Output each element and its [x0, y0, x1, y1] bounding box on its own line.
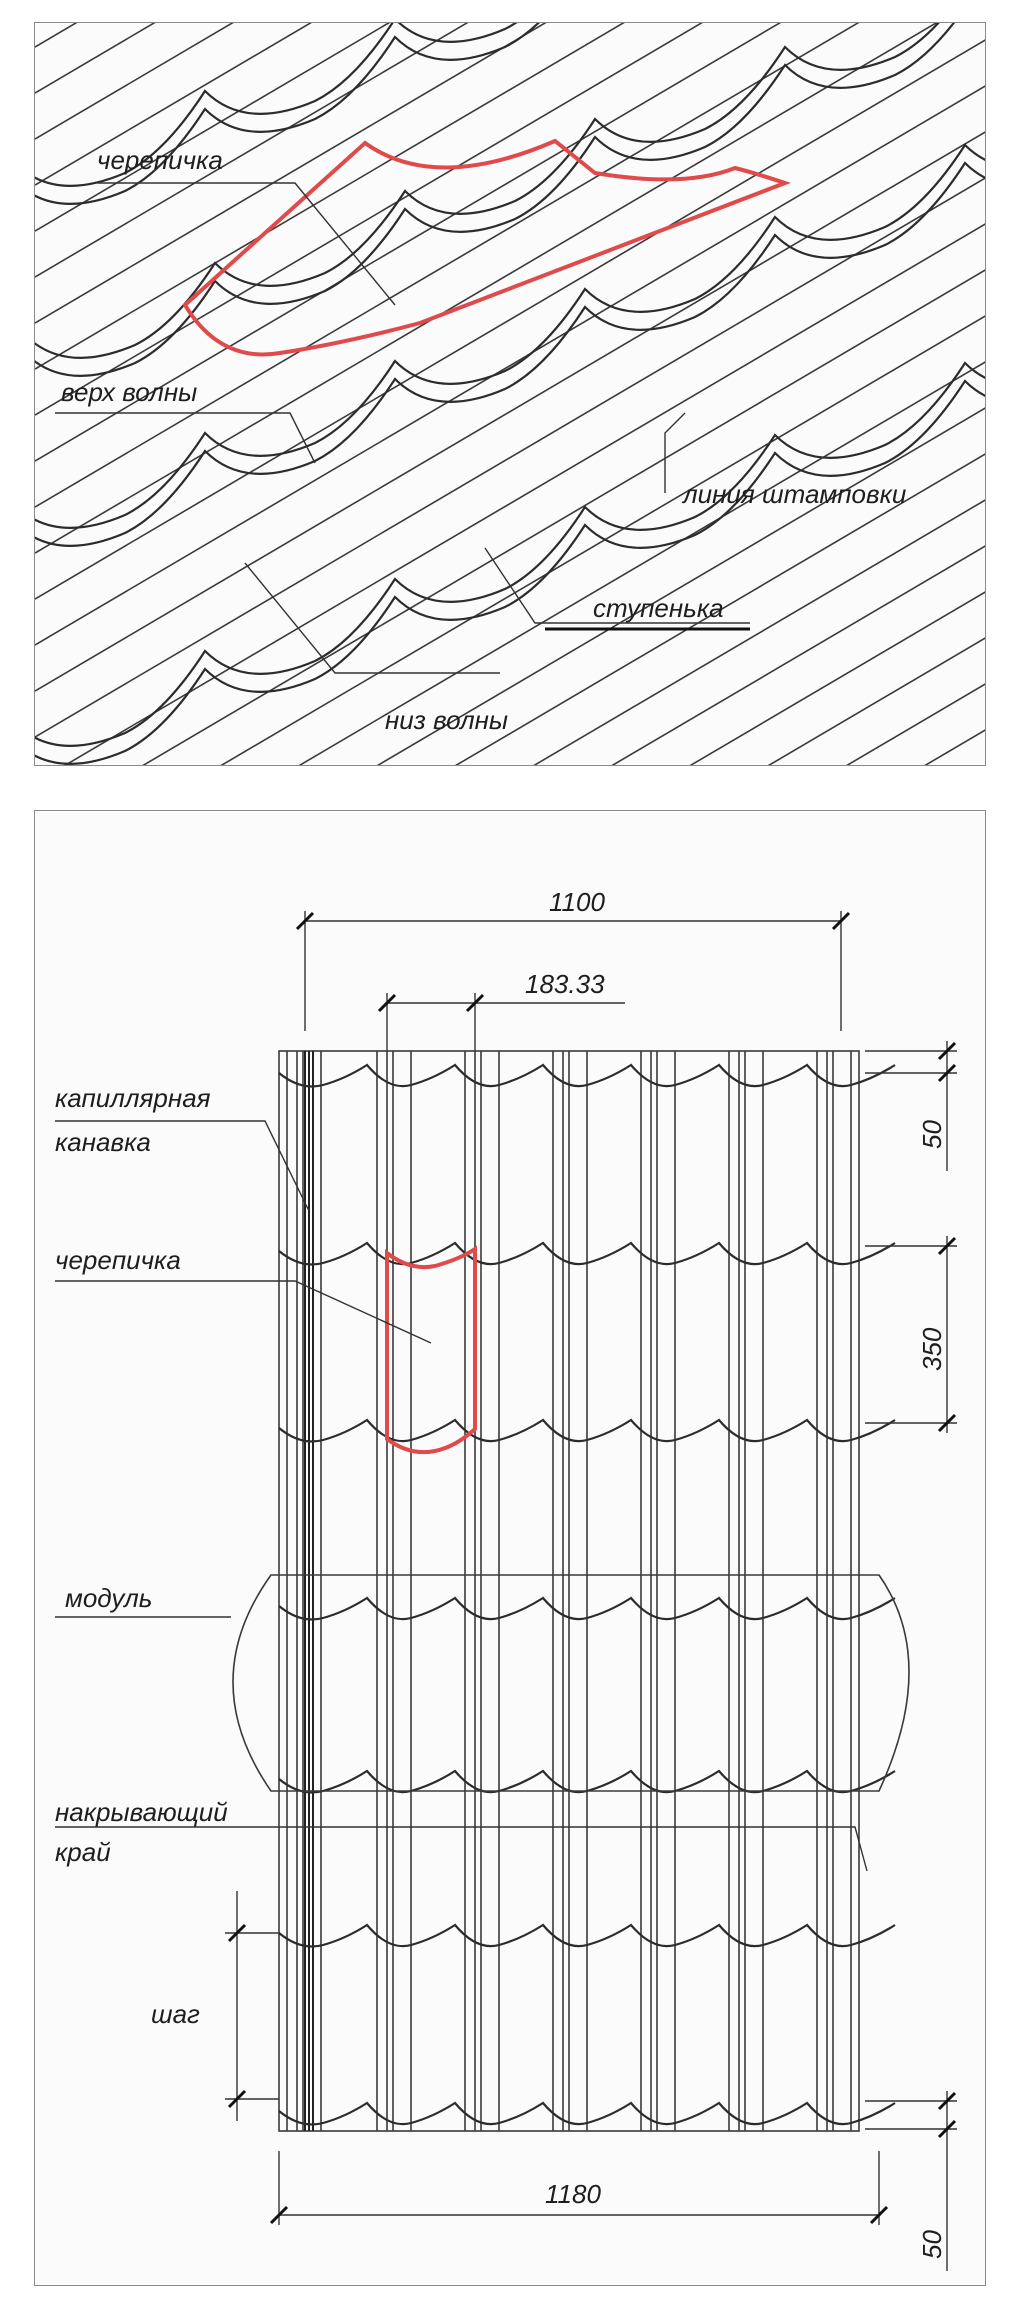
- dimension-label-1100: 1100: [549, 887, 605, 917]
- dimension-label-1180: 1180: [545, 2179, 601, 2209]
- label-step: ступенька: [593, 593, 724, 623]
- wave-bottom-label-leader: [245, 563, 500, 673]
- wave-line: [35, 683, 986, 766]
- perspective-view-panel: [34, 22, 986, 766]
- label-capillary-1: капиллярная: [55, 1083, 211, 1113]
- perspective-drawing: [35, 23, 986, 766]
- label-stamp-line: линия штамповки: [683, 479, 907, 509]
- wave-line: [35, 39, 986, 599]
- wave-line: [35, 499, 986, 766]
- wave-longitudinal-lines: [287, 1051, 851, 2131]
- dimension-step: [225, 1891, 279, 2121]
- dimension-183: [379, 993, 625, 1051]
- highlighted-tile-outline: [185, 141, 785, 354]
- label-overlap-edge-2: край: [55, 1837, 111, 1867]
- label-wave-top: верх волны: [61, 377, 198, 407]
- module-outline: [233, 1575, 909, 1791]
- label-wave-bottom: низ волны: [385, 705, 509, 735]
- wave-line: [35, 23, 986, 415]
- wave-line: [35, 637, 986, 766]
- wave-line: [35, 591, 986, 766]
- wave-line: [35, 269, 986, 766]
- label-tile: черепичка: [55, 1245, 181, 1275]
- wave-line: [35, 23, 986, 139]
- step-row-shadow: [35, 23, 986, 376]
- dimension-label-350: 350: [917, 1327, 947, 1371]
- wave-line: [35, 23, 986, 507]
- wave-line: [35, 131, 986, 691]
- label-overlap-edge-1: накрывающий: [55, 1797, 228, 1827]
- label-capillary-2: канавка: [55, 1127, 151, 1157]
- dimension-label-50-top: 50: [917, 1120, 947, 1149]
- highlighted-tile-outline: [387, 1249, 475, 1452]
- wave-line: [35, 23, 986, 369]
- plan-drawing: [35, 811, 986, 2286]
- label-tile: черепичка: [97, 145, 223, 175]
- wave-line: [35, 729, 986, 766]
- step-row: [35, 23, 986, 528]
- plan-view-panel: [34, 810, 986, 2286]
- dimension-label-183: 183.33: [525, 969, 605, 999]
- step-row-shadow: [35, 23, 986, 204]
- wave-line: [35, 23, 986, 93]
- label-step: шаг: [151, 1999, 200, 2029]
- dimension-label-50-bottom: 50: [917, 2230, 947, 2259]
- label-module: модуль: [65, 1583, 153, 1613]
- tile-leader: [55, 1281, 431, 1343]
- dimension-right-top: [865, 1041, 957, 1171]
